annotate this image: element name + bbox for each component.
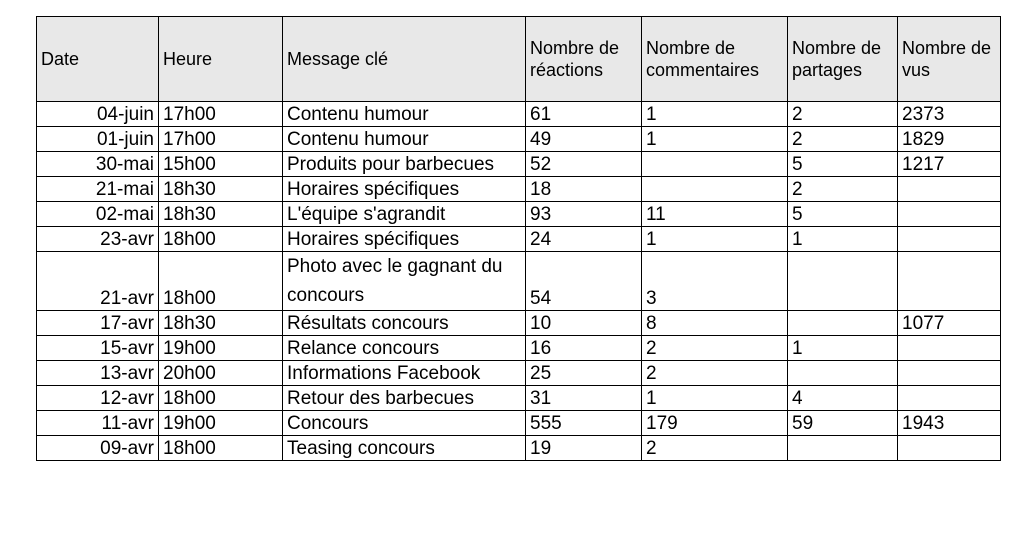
table-row <box>37 411 1001 436</box>
table-body <box>37 102 1001 461</box>
cell-partages[interactable] <box>788 436 898 461</box>
cell-commentaires[interactable]: 1 <box>642 227 788 252</box>
cell-date[interactable]: 15-avr <box>37 336 159 361</box>
cell-message[interactable]: Photo avec le gagnant du concours <box>283 252 526 311</box>
cell-date[interactable]: 01-juin <box>37 127 159 152</box>
cell-reactions[interactable]: 31 <box>526 386 642 411</box>
table-row <box>37 102 1001 127</box>
cell-vus[interactable] <box>898 227 1001 252</box>
cell-message[interactable]: Teasing concours <box>283 436 526 461</box>
cell-vus[interactable]: 1943 <box>898 411 1001 436</box>
cell-date[interactable]: 30-mai <box>37 152 159 177</box>
cell-message[interactable]: Produits pour barbecues <box>283 152 526 177</box>
cell-message[interactable]: Résultats concours <box>283 311 526 336</box>
cell-commentaires[interactable]: 2 <box>642 361 788 386</box>
header-reactions[interactable]: Nombre de réactions <box>526 17 642 102</box>
cell-commentaires[interactable] <box>642 177 788 202</box>
cell-partages[interactable] <box>788 252 898 311</box>
table-row <box>37 202 1001 227</box>
cell-heure[interactable]: 17h00 <box>159 102 283 127</box>
cell-heure[interactable]: 15h00 <box>159 152 283 177</box>
cell-reactions[interactable]: 49 <box>526 127 642 152</box>
table-row <box>37 152 1001 177</box>
cell-heure[interactable]: 18h30 <box>159 202 283 227</box>
table-row <box>37 127 1001 152</box>
cell-message[interactable]: Contenu humour <box>283 102 526 127</box>
cell-reactions[interactable]: 10 <box>526 311 642 336</box>
cell-partages[interactable]: 1 <box>788 227 898 252</box>
cell-commentaires[interactable]: 1 <box>642 386 788 411</box>
cell-date[interactable]: 13-avr <box>37 361 159 386</box>
cell-vus[interactable] <box>898 252 1001 311</box>
cell-partages[interactable]: 2 <box>788 102 898 127</box>
cell-commentaires[interactable]: 1 <box>642 102 788 127</box>
cell-commentaires[interactable]: 179 <box>642 411 788 436</box>
cell-heure[interactable]: 20h00 <box>159 361 283 386</box>
cell-message[interactable]: Informations Facebook <box>283 361 526 386</box>
cell-date[interactable]: 17-avr <box>37 311 159 336</box>
cell-commentaires[interactable]: 11 <box>642 202 788 227</box>
cell-vus[interactable] <box>898 336 1001 361</box>
cell-commentaires[interactable] <box>642 152 788 177</box>
cell-partages[interactable]: 2 <box>788 177 898 202</box>
table-row <box>37 227 1001 252</box>
cell-partages[interactable] <box>788 311 898 336</box>
cell-date[interactable]: 02-mai <box>37 202 159 227</box>
cell-date[interactable]: 21-mai <box>37 177 159 202</box>
cell-message[interactable]: L'équipe s'agrandit <box>283 202 526 227</box>
cell-reactions[interactable]: 18 <box>526 177 642 202</box>
cell-commentaires[interactable]: 8 <box>642 311 788 336</box>
cell-date[interactable]: 09-avr <box>37 436 159 461</box>
cell-vus[interactable] <box>898 177 1001 202</box>
cell-partages[interactable]: 1 <box>788 336 898 361</box>
header-commentaires[interactable]: Nombre de commentaires <box>642 17 788 102</box>
cell-partages[interactable]: 5 <box>788 152 898 177</box>
cell-heure[interactable]: 19h00 <box>159 336 283 361</box>
cell-date[interactable]: 11-avr <box>37 411 159 436</box>
cell-message[interactable]: Horaires spécifiques <box>283 227 526 252</box>
cell-vus[interactable] <box>898 386 1001 411</box>
header-vus[interactable]: Nombre de vus <box>898 17 1001 102</box>
cell-partages[interactable]: 5 <box>788 202 898 227</box>
table-row <box>37 436 1001 461</box>
cell-reactions[interactable]: 52 <box>526 152 642 177</box>
cell-reactions[interactable]: 16 <box>526 336 642 361</box>
table-row <box>37 386 1001 411</box>
cell-reactions[interactable]: 19 <box>526 436 642 461</box>
cell-reactions[interactable]: 54 <box>526 252 642 311</box>
cell-commentaires[interactable]: 1 <box>642 127 788 152</box>
cell-message[interactable]: Retour des barbecues <box>283 386 526 411</box>
cell-date[interactable]: 23-avr <box>37 227 159 252</box>
cell-vus[interactable] <box>898 436 1001 461</box>
table-row <box>37 252 1001 311</box>
cell-message[interactable]: Horaires spécifiques <box>283 177 526 202</box>
cell-vus[interactable]: 1077 <box>898 311 1001 336</box>
cell-reactions[interactable]: 24 <box>526 227 642 252</box>
header-date[interactable]: Date <box>37 17 159 102</box>
cell-message[interactable]: Relance concours <box>283 336 526 361</box>
cell-message[interactable]: Contenu humour <box>283 127 526 152</box>
cell-heure[interactable]: 17h00 <box>159 127 283 152</box>
table-row <box>37 177 1001 202</box>
cell-heure[interactable]: 18h00 <box>159 227 283 252</box>
cell-heure[interactable]: 18h00 <box>159 386 283 411</box>
header-partages[interactable]: Nombre de partages <box>788 17 898 102</box>
cell-heure[interactable]: 18h00 <box>159 436 283 461</box>
cell-reactions[interactable]: 61 <box>526 102 642 127</box>
spreadsheet-area <box>36 16 1001 461</box>
cell-heure[interactable]: 18h00 <box>159 252 283 311</box>
cell-message[interactable]: Concours <box>283 411 526 436</box>
cell-partages[interactable]: 59 <box>788 411 898 436</box>
cell-commentaires[interactable]: 2 <box>642 436 788 461</box>
cell-reactions[interactable]: 25 <box>526 361 642 386</box>
cell-heure[interactable]: 19h00 <box>159 411 283 436</box>
table-header <box>37 17 1001 102</box>
header-message[interactable]: Message clé <box>283 17 526 102</box>
cell-vus[interactable]: 2373 <box>898 102 1001 127</box>
cell-date[interactable]: 12-avr <box>37 386 159 411</box>
cell-heure[interactable]: 18h30 <box>159 177 283 202</box>
cell-reactions[interactable]: 93 <box>526 202 642 227</box>
cell-partages[interactable]: 2 <box>788 127 898 152</box>
cell-commentaires[interactable]: 3 <box>642 252 788 311</box>
header-row <box>37 17 1001 102</box>
cell-vus[interactable]: 1829 <box>898 127 1001 152</box>
cell-partages[interactable]: 4 <box>788 386 898 411</box>
header-heure[interactable]: Heure <box>159 17 283 102</box>
cell-partages[interactable] <box>788 361 898 386</box>
cell-vus[interactable]: 1217 <box>898 152 1001 177</box>
cell-date[interactable]: 21-avr <box>37 252 159 311</box>
cell-heure[interactable]: 18h30 <box>159 311 283 336</box>
table-row <box>37 311 1001 336</box>
cell-reactions[interactable]: 555 <box>526 411 642 436</box>
table-row <box>37 361 1001 386</box>
table-row <box>37 336 1001 361</box>
cell-date[interactable]: 04-juin <box>37 102 159 127</box>
cell-commentaires[interactable]: 2 <box>642 336 788 361</box>
cell-vus[interactable] <box>898 202 1001 227</box>
cell-vus[interactable] <box>898 361 1001 386</box>
stats-table <box>36 16 1001 461</box>
